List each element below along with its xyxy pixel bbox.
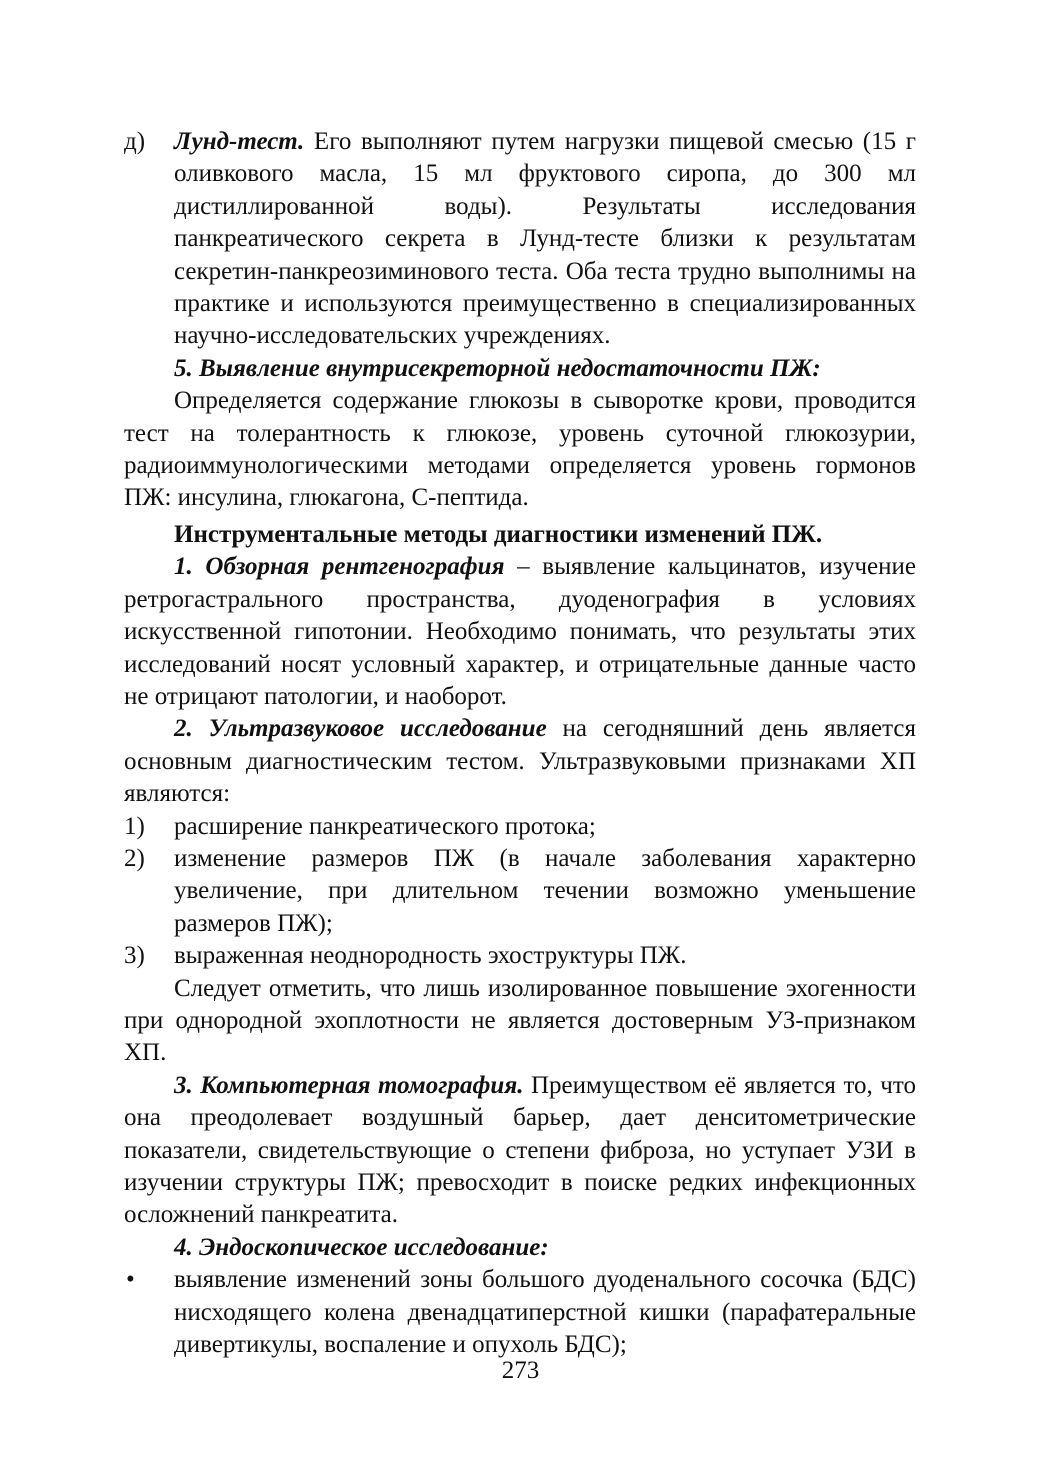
method2-title: 2. Ультразвуковое исследование <box>174 715 547 743</box>
ultrasound-note: Следует отметить, что лишь изолированное повышение эхогенности при однородной эхоплотности не является достоверным УЗ-признаком ХП. <box>124 974 916 1067</box>
section5-heading: 5. Выявление внутрисекреторной недостаточности ПЖ: <box>174 354 821 382</box>
bullet-item <box>124 1264 916 1361</box>
list-marker: 1) <box>124 812 145 840</box>
list-item-text: расширение панкреатического протока; <box>174 812 596 840</box>
list-item <box>124 843 916 940</box>
instrumental-heading: Инструментальные методы диагностики изменений ПЖ. <box>174 520 823 548</box>
section5-paragraph: Определяется содержание глюкозы в сыворотке крови, проводится тест на толерантность к глюкозе, уровень суточной глюкозурии, радиоиммунологическими методами определяется уровень гормонов ПЖ: инсулина, глюкагона, С-пептида. <box>124 387 916 512</box>
list-item <box>124 811 916 843</box>
method1-paragraph <box>124 551 916 713</box>
method4-heading: 4. Эндоскопическое исследование: <box>174 1233 549 1261</box>
list-marker: 2) <box>124 844 145 872</box>
list-item-text: изменение размеров ПЖ (в начале заболевания характерно увеличение, при длительном течении возможно уменьшение размеров ПЖ); <box>174 844 916 937</box>
method1-title: 1. Обзорная рентгенография <box>174 553 505 581</box>
bullet-item-text: выявление изменений зоны большого дуоденального сосочка (БДС) нисходящего колена двенадцатиперстной кишки (парафатеральные дивертикулы, воспаление и опухоль БДС); <box>174 1266 916 1359</box>
method2-text: на сегодняшний день является основным диагностическим тестом. Ультразвуковыми признаками ХП являются: <box>124 715 916 808</box>
method1-text: – выявление кальцинатов, изучение ретрогастрального пространства, дуоденография в условиях искусственной гипотонии. Необходимо понимать, что результаты этих исследований носят условный характер, и отрицательные данные часто не отрицают патологии, и наоборот. <box>124 553 917 710</box>
method2-paragraph <box>124 713 916 810</box>
list-marker: д) <box>124 128 146 155</box>
list-item-lund-test <box>124 126 916 353</box>
term-lund-test: Лунд-тест. <box>174 128 305 155</box>
list-item <box>124 940 916 972</box>
method3-text: Преимуществом её является то, что она преодолевает воздушный барьер, дает денситометрические показатели, свидетельствующие о степени фиброза, но уступает УЗИ в изучении структуры ПЖ; превосходит в поиске редких инфекционных осложнений панкреатита. <box>124 1071 916 1229</box>
bullet-marker: • <box>126 1266 135 1294</box>
page-content <box>124 126 916 1361</box>
lund-test-description: Его выполняют путем нагрузки пищевой смесью (15 г оливкового масла, 15 мл фруктового сиропа, до 300 мл дистиллированной воды). Результаты исследования панкреатического секрета в Лунд-тесте близки к результатам секретин-панкреозиминового теста. Оба теста трудно выполнимы на практике и используются преимущественно в специализированных научно-исследовательских учреждениях. <box>174 128 916 350</box>
list-marker: 3) <box>124 942 145 970</box>
list-item-text: выраженная неоднородность эхоструктуры ПЖ. <box>174 942 687 970</box>
method3-paragraph <box>124 1070 916 1232</box>
page-number: 273 <box>501 1357 540 1384</box>
method3-title: 3. Компьютерная томография. <box>174 1071 524 1099</box>
